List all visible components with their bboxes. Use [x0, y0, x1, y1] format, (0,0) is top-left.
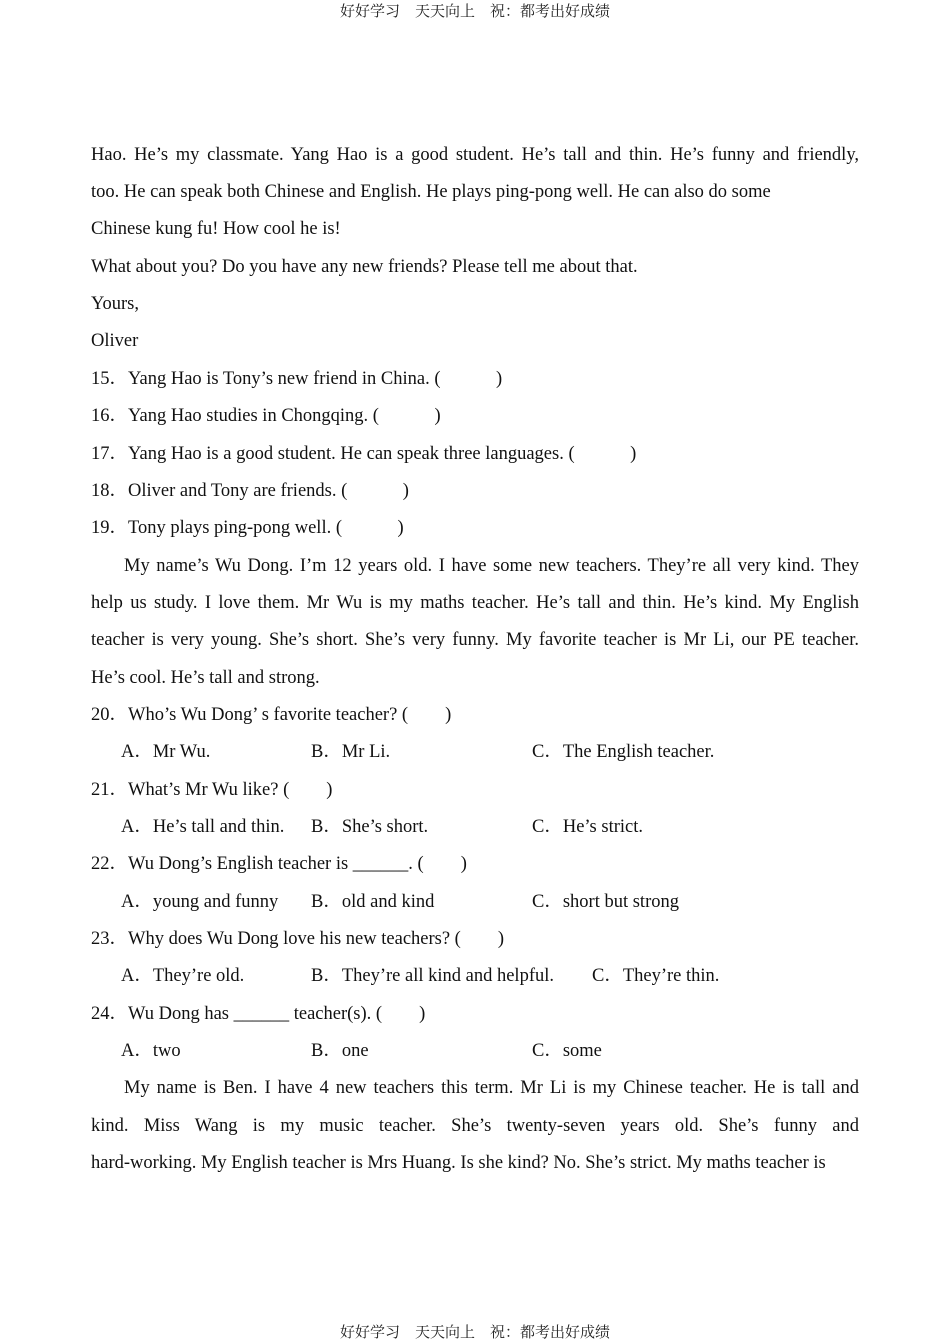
passage-line: Hao. He’s my classmate. Yang Hao is a good student. He’s tall and thin. He’s funny and friendly,: [91, 145, 859, 165]
passage-line: My name’s Wu Dong. I’m 12 years old. I have some new teachers. They’re all very kind. They: [124, 556, 859, 576]
question-15: 15．Yang Hao is Tony’s new friend in China. ( ): [91, 369, 503, 389]
question-17: 17．Yang Hao is a good student. He can speak three languages. ( ): [91, 444, 637, 464]
question-16: 16．Yang Hao studies in Chongqing. ( ): [91, 406, 441, 426]
passage-line: too. He can speak both Chinese and English. He plays ping-pong well. He can also do some: [91, 182, 771, 202]
passage-line: kind. Miss Wang is my music teacher. She’s twenty-seven years old. She’s funny and: [91, 1116, 859, 1136]
page-header: 好好学习 天天向上 祝：都考出好成绩: [339, 2, 610, 20]
option-b: B．Mr Li.: [311, 742, 391, 762]
option-b: B．They’re all kind and helpful.: [311, 966, 555, 986]
option-b: B．old and kind: [311, 892, 435, 912]
option-c: C．short but strong: [532, 892, 679, 912]
question-23: 23．Why does Wu Dong love his new teachers? ( ): [91, 929, 505, 949]
question-20: 20．Who’s Wu Dong’ s favorite teacher? ( ): [91, 705, 452, 725]
page-footer: 好好学习 天天向上 祝：都考出好成绩: [339, 1323, 610, 1341]
option-c: C．The English teacher.: [532, 742, 715, 762]
option-c: C．They’re thin.: [592, 966, 720, 986]
passage-line: Oliver: [91, 331, 139, 351]
option-a: A．Mr Wu.: [121, 742, 211, 762]
question-19: 19．Tony plays ping-pong well. ( ): [91, 518, 404, 538]
question-18: 18．Oliver and Tony are friends. ( ): [91, 481, 409, 501]
option-a: A．two: [121, 1041, 181, 1061]
option-c: C．some: [532, 1041, 602, 1061]
option-a: A．young and funny: [121, 892, 279, 912]
question-24: 24．Wu Dong has ______ teacher(s). ( ): [91, 1004, 426, 1024]
passage-line: teacher is very young. She’s short. She’s very funny. My favorite teacher is Mr Li, our PE teacher.: [91, 630, 859, 650]
question-21: 21．What’s Mr Wu like? ( ): [91, 780, 333, 800]
question-22: 22．Wu Dong’s English teacher is ______. ( ): [91, 854, 467, 874]
passage-line: Yours,: [91, 294, 139, 314]
option-c: C．He’s strict.: [532, 817, 643, 837]
passage-line: help us study. I love them. Mr Wu is my maths teacher. He’s tall and thin. He’s kind. My English: [91, 593, 859, 613]
option-b: B．She’s short.: [311, 817, 429, 837]
passage-line: My name is Ben. I have 4 new teachers this term. Mr Li is my Chinese teacher. He is tall and: [124, 1078, 859, 1098]
option-a: A．He’s tall and thin.: [121, 817, 285, 837]
passage-line: hard-working. My English teacher is Mrs Huang. Is she kind? No. She’s strict. My maths teacher is: [91, 1153, 826, 1173]
passage-line: What about you? Do you have any new friends? Please tell me about that.: [91, 257, 638, 277]
option-b: B．one: [311, 1041, 369, 1061]
passage-line: He’s cool. He’s tall and strong.: [91, 668, 320, 688]
option-a: A．They’re old.: [121, 966, 245, 986]
passage-line: Chinese kung fu! How cool he is!: [91, 219, 341, 239]
